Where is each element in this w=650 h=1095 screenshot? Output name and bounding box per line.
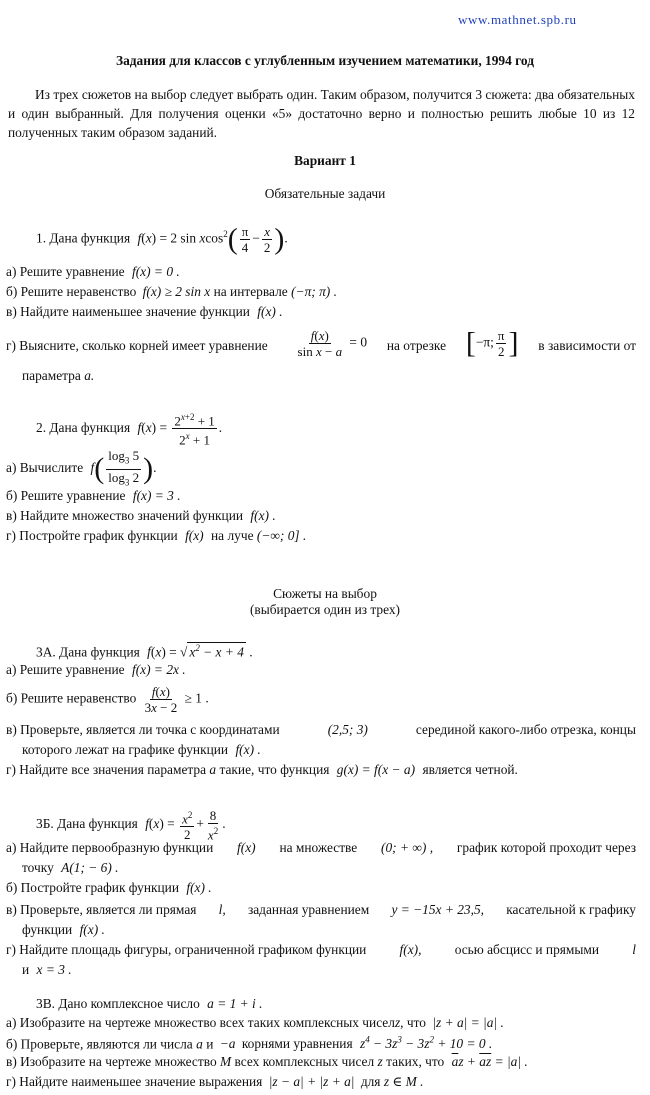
variant-heading: Вариант 1: [294, 153, 356, 168]
problem-3a-b: б) Решите неравенство $\frac{f(x)}{3x - 2}$ ≥ 1 .: [6, 684, 209, 715]
problem-3b-c: в) Проверьте, является ли прямая l, заданная уравнением y = −15x + 23,5, касательной к графику: [6, 902, 636, 917]
problem-3a-c: в) Проверьте, является ли точка с координатами (2,5; 3) серединой какого-либо отрезка, концы: [6, 722, 636, 737]
intro-paragraph: Из трех сюжетов на выбор следует выбрать один. Таким образом, получится 3 сюжета: два обязательных и один выбранный. Для получения оценки «5» достаточно верно и полностью решить любые 10 из 12 полученных таким образом заданий.: [8, 87, 635, 140]
problem-3b-b: б) Постройте график функции f(x) .: [6, 880, 212, 895]
problem-2b: б) Решите уравнение f(x) = 3 .: [6, 488, 181, 503]
problem-1d-cont: параметра a.: [22, 368, 95, 383]
problem-2d: г) Постройте график функции f(x) на луче (−∞; 0] .: [6, 528, 307, 543]
problem-1d: г) Выясните, сколько корней имеет уравнение $\frac{f(x)}{\text{sin x − a}}$ = 0 на отрезке [−π; $\frac{\pi}{2}$ ] в зависимости от: [6, 326, 636, 360]
problem-2-lead: 2. Дана функция f(x) = $\frac{2^{x+2} + 1}{2^x + 1}$ .: [36, 412, 223, 448]
problem-1c: в) Найдите наименьшее значение функции f(x) .: [6, 304, 283, 319]
choice-heading: Сюжеты на выбор: [273, 586, 377, 601]
problem-3v-b: б) Проверьте, являются ли числа a и −a корнями уравнения $z^4 - 3z^3 - 3z^2 + 10 = 0$ .: [6, 1035, 493, 1052]
problem-1b: б) Решите неравенство f(x) ≥ 2 sin x на интервале (−π; π) .: [6, 284, 337, 299]
problem-3a-a: а) Решите уравнение f(x) = 2x .: [6, 662, 186, 677]
mandatory-heading: Обязательные задачи: [264, 186, 386, 201]
problem-1-lead: 1. Дана функция f(x) = 2 sin xcos$^2$( $\frac{\pi}{4}$ − $\frac{x}{2}$ ).: [36, 222, 288, 256]
problem-2c: в) Найдите множество значений функции f(x) .: [6, 508, 276, 523]
problem-3b-lead: 3Б. Дана функция f(x) = $\frac{x^2}{2}$ + $\frac{8}{x^2}$ .: [36, 808, 226, 843]
problem-3v-d: г) Найдите наименьшее значение выражения |z − a| + |z + a| для z ∈ M .: [6, 1074, 424, 1089]
choice-subheading: (выбирается один из трех): [249, 602, 401, 617]
problem-3a-lead: 3А. Дана функция f(x) = √ $x^2 - x + 4$ .: [36, 643, 253, 660]
problem-3a-c-cont: которого лежат на графике функции f(x) .: [22, 742, 261, 757]
problem-3v-c: в) Изобразите на чертеже множество M всех комплексных чисел z таких, что $\overline{a}z + \overline{a}\overline{z} = |a|$ .: [6, 1054, 528, 1069]
problem-1a: а) Решите уравнение f(x) = 0 .: [6, 264, 180, 279]
problem-2a: а) Вычислите f( $\frac{\log_3 5}{\log_3 2}$ ).: [6, 448, 157, 488]
formula: f: [137, 230, 142, 246]
problem-3v-lead: 3В. Дано комплексное число a = 1 + i .: [36, 996, 263, 1011]
problem-3b-a: а) Найдите первообразную функции f(x) на множестве (0; + ∞) , график которой проходит через: [6, 840, 636, 855]
document-title: Задания для классов с углубленным изучением математики, 1994 год: [116, 53, 534, 68]
site-url[interactable]: www.mathnet.spb.ru: [458, 12, 577, 27]
problem-3b-d-cont: и x = 3 .: [22, 962, 72, 977]
problem-3v-a: а) Изобразите на чертеже множество всех таких комплексных чиселz, что |z + a| = |a| .: [6, 1015, 504, 1030]
problem-3b-d: г) Найдите площадь фигуры, ограниченной графиком функции f(x), осью абсцисс и прямыми l: [6, 942, 636, 957]
problem-3a-d: г) Найдите все значения параметра a такие, что функция g(x) = f(x − a) является четной.: [6, 762, 518, 777]
problem-3b-a-cont: точку A(1; − 6) .: [22, 860, 119, 875]
problem-3b-c-cont: функции f(x) .: [22, 922, 105, 937]
